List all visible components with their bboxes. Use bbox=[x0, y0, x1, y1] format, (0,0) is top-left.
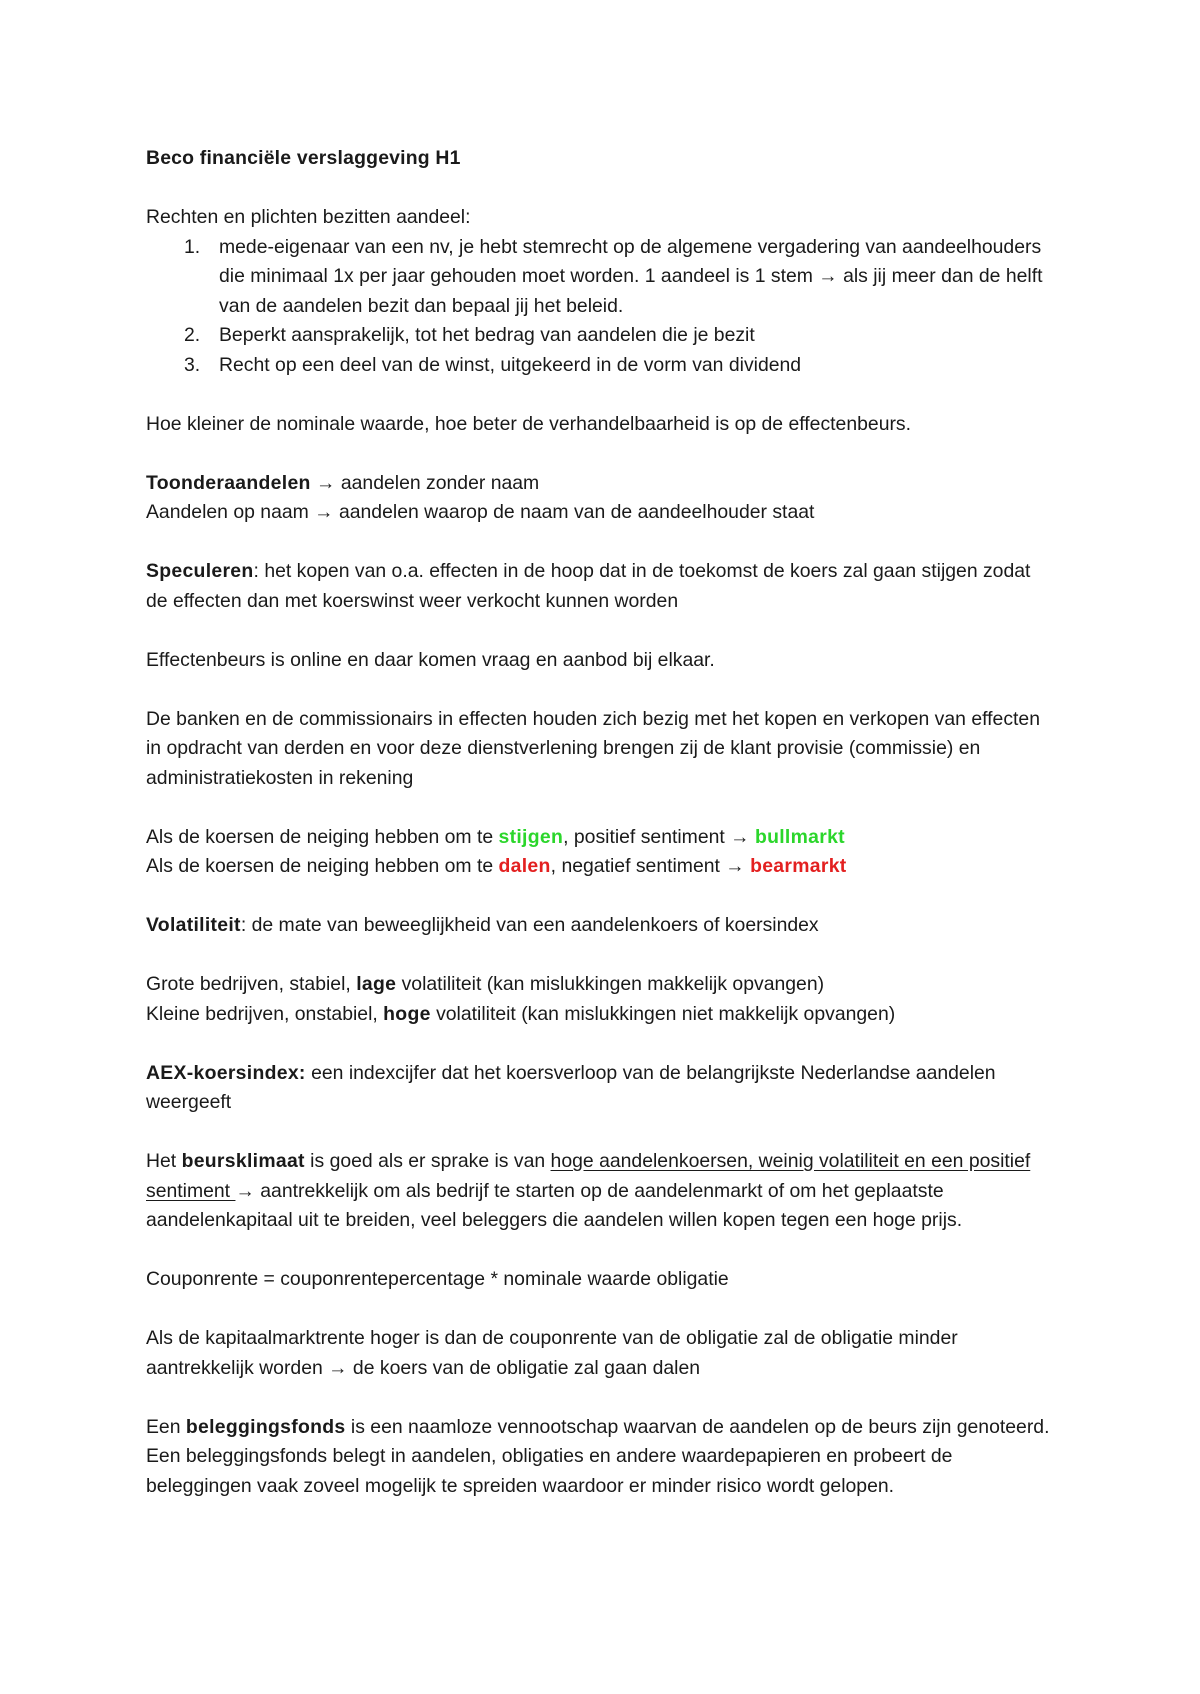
term-toonderaandelen: Toonderaandelen bbox=[146, 471, 311, 494]
klein-post: volatiliteit (kan mislukkingen niet makkelijk opvangen) bbox=[430, 1002, 896, 1025]
bearmarkt-line bbox=[146, 852, 1050, 882]
banken-paragraph: De banken en de commissionairs in effecten houden zich bezig met het kopen en verkopen van effecten in opdracht van derden en voor deze dienstverlening brengen zij de klant provisie (commissie) en administratiekosten in rekening bbox=[146, 707, 1040, 789]
term-beleggingsfonds: beleggingsfonds bbox=[185, 1415, 346, 1438]
list-item bbox=[146, 321, 1050, 351]
toonder-definition: → aandelen zonder naam bbox=[310, 471, 540, 494]
volatiliteit-definition: : de mate van beweeglijkheid van een aandelenkoers of koersindex bbox=[240, 914, 819, 936]
term-volatiliteit: Volatiliteit bbox=[146, 914, 241, 936]
opnaam-paragraph: Aandelen op naam → aandelen waarop de naam van de aandeelhouder staat bbox=[146, 501, 815, 523]
bull-text: Als de koersen de neiging hebben om te bbox=[146, 825, 499, 848]
grote-bedrijven-line bbox=[146, 970, 1050, 1000]
term-beursklimaat: beursklimaat bbox=[181, 1150, 305, 1172]
couponrente-formula: Couponrente = couponrentepercentage * nominale waarde obligatie bbox=[146, 1268, 729, 1290]
toonder-paragraph bbox=[146, 469, 1050, 499]
word-hoge: hoge bbox=[383, 1002, 431, 1025]
rights-list bbox=[146, 233, 1050, 381]
rights-intro: Rechten en plichten bezitten aandeel: bbox=[146, 206, 471, 228]
list-item bbox=[146, 351, 1050, 381]
aex-definition: een indexcijfer dat het koersverloop van de belangrijkste Nederlandse aandelen weergeeft bbox=[146, 1061, 996, 1113]
term-speculeren: Speculeren bbox=[146, 560, 254, 582]
list-number: 1. bbox=[184, 235, 201, 258]
klimaat-pre: Het bbox=[146, 1150, 182, 1172]
klimaat-underlined: hoge aandelenkoersen, weinig volatiliteit en een positief sentiment bbox=[146, 1150, 1031, 1202]
aex-paragraph bbox=[146, 1059, 1050, 1118]
klein-pre: Kleine bedrijven, onstabiel, bbox=[146, 1002, 384, 1025]
bear-text: Als de koersen de neiging hebben om te bbox=[146, 855, 499, 877]
fonds-post: is een naamloze vennootschap waarvan de aandelen op de beurs zijn genoteerd. Een beleggingsfonds belegt in aandelen, obligaties en andere waardepapieren en probeert de beleggingen vaak zoveel mogelijk te spreiden waardoor er minder risico wordt gelopen. bbox=[146, 1415, 1050, 1497]
bull-mid: , positief sentiment → bbox=[563, 825, 755, 848]
list-text: Beperkt aansprakelijk, tot het bedrag van aandelen die je bezit bbox=[219, 324, 755, 346]
list-item bbox=[146, 233, 1050, 322]
nominal-paragraph: Hoe kleiner de nominale waarde, hoe beter de verhandelbaarheid is op de effectenbeurs. bbox=[146, 412, 912, 435]
word-stijgen: stijgen bbox=[498, 825, 564, 848]
groot-pre: Grote bedrijven, stabiel, bbox=[146, 973, 357, 995]
groot-post: volatiliteit (kan mislukkingen makkelijk opvangen) bbox=[396, 973, 825, 995]
term-aex-koersindex: AEX-koersindex: bbox=[146, 1061, 306, 1084]
list-text: Recht op een deel van de winst, uitgekeerd in de vorm van dividend bbox=[219, 353, 802, 376]
bear-mid: , negatief sentiment → bbox=[550, 855, 751, 877]
word-lage: lage bbox=[356, 973, 397, 995]
fonds-pre: Een bbox=[146, 1415, 186, 1438]
speculeren-definition: : het kopen van o.a. effecten in de hoop dat in de toekomst de koers zal gaan stijgen zodat de effecten dan met koerswinst weer verkocht kunnen worden bbox=[146, 560, 1031, 612]
list-number: 3. bbox=[184, 353, 201, 376]
bullmarkt-line bbox=[146, 823, 1050, 853]
list-number: 2. bbox=[184, 324, 201, 346]
term-bearmarkt: bearmarkt bbox=[750, 855, 847, 877]
beursklimaat-paragraph bbox=[146, 1147, 1050, 1236]
document-title: Beco financiële verslaggeving H1 bbox=[146, 147, 461, 169]
list-text: mede-eigenaar van een nv, je hebt stemrecht op de algemene vergadering van aandeelhouders die minimaal 1x per jaar gehouden moet worden. 1 aandeel is 1 stem → als jij meer dan de helft van de aandelen bezit dan bepaal jij het beleid. bbox=[219, 235, 1043, 317]
word-dalen: dalen bbox=[498, 855, 551, 877]
beurs-online-paragraph: Effectenbeurs is online en daar komen vraag en aanbod bij elkaar. bbox=[146, 648, 715, 671]
beleggingsfonds-paragraph bbox=[146, 1413, 1050, 1502]
volatiliteit-paragraph bbox=[146, 911, 1050, 941]
term-bullmarkt: bullmarkt bbox=[754, 825, 845, 848]
kapitaalmarkt-paragraph: Als de kapitaalmarktrente hoger is dan de couponrente van de obligatie zal de obligatie minder aantrekkelijk worden → de koers van de obligatie zal gaan dalen bbox=[146, 1327, 958, 1379]
klimaat-mid: is goed als er sprake is van bbox=[304, 1150, 551, 1172]
klimaat-post: → aantrekkelijk om als bedrijf te starten op de aandelenmarkt of om het geplaatste aandelenkapitaal uit te breiden, veel beleggers die aandelen willen kopen tegen een hoge prijs. bbox=[146, 1179, 963, 1231]
speculeren-paragraph bbox=[146, 557, 1050, 616]
kleine-bedrijven-line bbox=[146, 1000, 1050, 1030]
